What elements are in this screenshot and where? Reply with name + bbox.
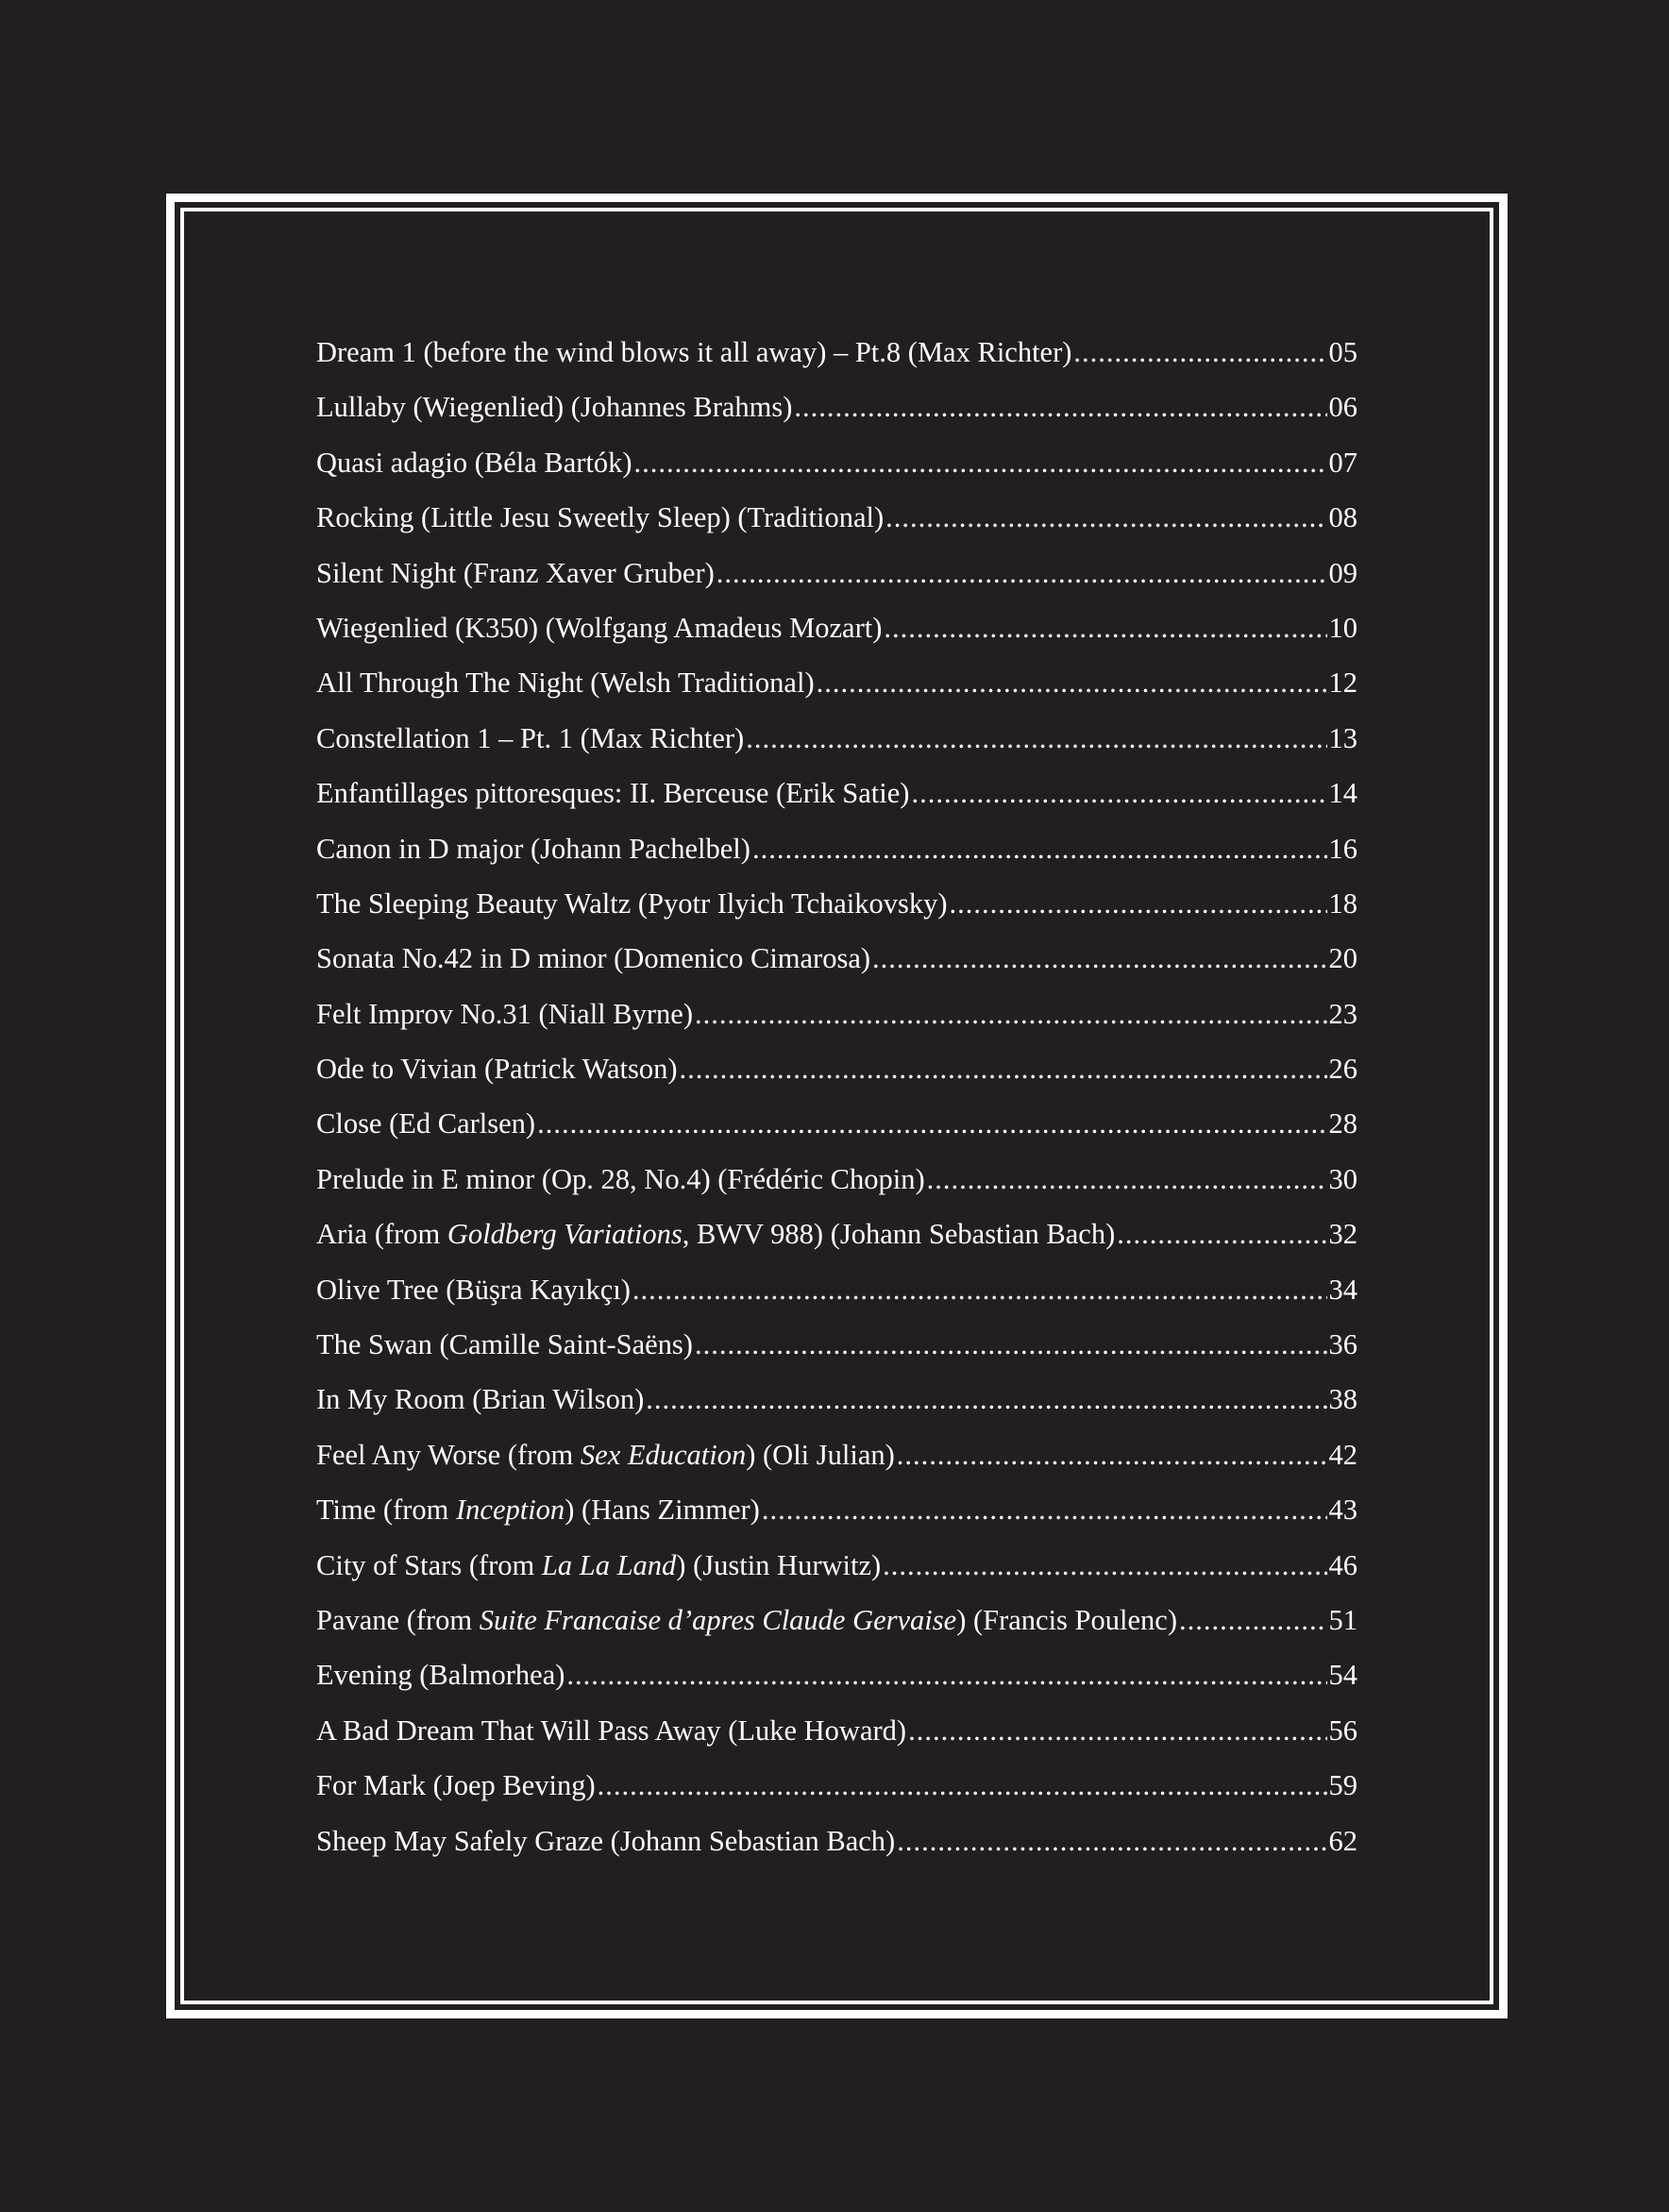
- dot-leader: [537, 1096, 1326, 1151]
- dot-leader: [897, 1427, 1327, 1482]
- entry-title: The Sleeping Beauty Waltz (Pyotr Ilyich Tchaikovsky): [316, 886, 948, 920]
- dot-leader: [897, 1814, 1326, 1868]
- entry-title: Lullaby (Wiegenlied) (Johannes Brahms): [316, 391, 793, 424]
- dot-leader: [716, 546, 1327, 600]
- toc-entry[interactable]: [316, 655, 1357, 710]
- entry-page-number: 38: [1328, 1383, 1357, 1416]
- dot-leader: [817, 655, 1327, 710]
- entry-page-number: 18: [1328, 886, 1357, 920]
- entry-title: The Swan (Camille Saint-Saëns): [316, 1328, 693, 1361]
- entry-title: Wiegenlied (K350) (Wolfgang Amadeus Mozart): [316, 611, 883, 644]
- toc-entry[interactable]: [316, 1538, 1357, 1593]
- toc-entry[interactable]: [316, 1593, 1357, 1647]
- table-of-contents: [316, 325, 1357, 1868]
- toc-entry[interactable]: [316, 1096, 1357, 1151]
- dot-leader: [950, 876, 1327, 931]
- toc-entry[interactable]: [316, 766, 1357, 820]
- toc-entry[interactable]: [316, 1703, 1357, 1758]
- entry-page-number: 13: [1328, 721, 1357, 754]
- entry-title-text: Time (from: [316, 1494, 456, 1527]
- entry-title: Canon in D major (Johann Pachelbel): [316, 832, 750, 865]
- entry-page-number: 12: [1328, 667, 1357, 700]
- entry-title: Sheep May Safely Graze (Johann Sebastian Bach): [316, 1824, 896, 1857]
- entry-page-number: 51: [1328, 1603, 1357, 1636]
- entry-title: Quasi adagio (Béla Bartók): [316, 446, 632, 479]
- toc-entry[interactable]: [316, 380, 1357, 434]
- dot-leader: [752, 821, 1327, 876]
- entry-title: [316, 1593, 1177, 1647]
- entry-title-italic: Suite Francaise d’apres Claude Gervaise: [479, 1603, 957, 1636]
- toc-entry[interactable]: [316, 1814, 1357, 1868]
- toc-entry[interactable]: [316, 1041, 1357, 1096]
- entry-title-italic: La La Land: [541, 1548, 677, 1581]
- entry-page-number: 07: [1328, 446, 1357, 479]
- toc-entry[interactable]: [316, 1758, 1357, 1813]
- entry-title-text: ) (Justin Hurwitz): [676, 1548, 882, 1581]
- dot-leader: [762, 1482, 1327, 1537]
- entry-title: Constellation 1 – Pt. 1 (Max Richter): [316, 721, 745, 754]
- entry-page-number: 26: [1328, 1053, 1357, 1086]
- entry-title-text: ) (Oli Julian): [746, 1438, 895, 1471]
- entry-title: [316, 1482, 760, 1537]
- entry-title-text: Pavane (from: [316, 1603, 480, 1636]
- entry-title-text: ) (Francis Poulenc): [956, 1603, 1177, 1636]
- dot-leader: [794, 380, 1326, 434]
- entry-title-text: City of Stars (from: [316, 1548, 542, 1581]
- dot-leader: [746, 711, 1326, 766]
- entry-title: In My Room (Brian Wilson): [316, 1383, 645, 1416]
- entry-page-number: 14: [1328, 777, 1357, 810]
- entry-title: Olive Tree (Büşra Kayıkçı): [316, 1273, 631, 1306]
- entry-page-number: 46: [1328, 1548, 1357, 1581]
- toc-entry[interactable]: [316, 600, 1357, 655]
- dot-leader: [1117, 1207, 1326, 1261]
- toc-entry[interactable]: [316, 1317, 1357, 1372]
- entry-page-number: 23: [1328, 997, 1357, 1030]
- entry-title-text: ) (Hans Zimmer): [565, 1494, 760, 1527]
- entry-page-number: 42: [1328, 1438, 1357, 1471]
- dot-leader: [646, 1372, 1326, 1427]
- dot-leader: [695, 987, 1327, 1041]
- toc-entry[interactable]: [316, 1372, 1357, 1427]
- entry-page-number: 34: [1328, 1273, 1357, 1306]
- entry-title-text: , BWV 988) (Johann Sebastian Bach): [682, 1218, 1116, 1251]
- entry-title: [316, 1427, 895, 1482]
- dot-leader: [634, 435, 1327, 490]
- toc-entry[interactable]: [316, 325, 1357, 380]
- entry-title: Rocking (Little Jesu Sweetly Sleep) (Traditional): [316, 501, 885, 534]
- entry-page-number: 56: [1328, 1714, 1357, 1747]
- toc-entry[interactable]: [316, 546, 1357, 600]
- entry-title: Sonata No.42 in D minor (Domenico Cimarosa): [316, 942, 871, 975]
- dot-leader: [884, 600, 1326, 655]
- entry-page-number: 62: [1328, 1824, 1357, 1857]
- entry-page-number: 43: [1328, 1494, 1357, 1527]
- entry-title-text: Feel Any Worse (from: [316, 1438, 581, 1471]
- entry-page-number: 06: [1328, 391, 1357, 424]
- dot-leader: [1179, 1593, 1327, 1647]
- entry-page-number: 05: [1328, 336, 1357, 368]
- toc-entry[interactable]: [316, 1152, 1357, 1207]
- entry-page-number: 36: [1328, 1328, 1357, 1361]
- entry-page-number: 09: [1328, 556, 1357, 589]
- entry-title: Evening (Balmorhea): [316, 1659, 565, 1692]
- entry-title: Close (Ed Carlsen): [316, 1107, 536, 1140]
- toc-entry[interactable]: [316, 490, 1357, 545]
- entry-title: A Bad Dream That Will Pass Away (Luke Howard): [316, 1714, 907, 1747]
- entry-title: Enfantillages pittoresques: II. Berceuse (Erik Satie): [316, 777, 910, 810]
- dot-leader: [883, 1538, 1326, 1593]
- entry-title: Prelude in E minor (Op. 28, No.4) (Frédéric Chopin): [316, 1162, 925, 1195]
- entry-title: [316, 1207, 1115, 1261]
- entry-title: All Through The Night (Welsh Traditional): [316, 667, 815, 700]
- toc-entry[interactable]: [316, 1482, 1357, 1537]
- toc-entry[interactable]: [316, 876, 1357, 931]
- entry-page-number: 20: [1328, 942, 1357, 975]
- toc-entry[interactable]: [316, 821, 1357, 876]
- toc-entry[interactable]: [316, 1427, 1357, 1482]
- entry-page-number: 30: [1328, 1162, 1357, 1195]
- toc-entry[interactable]: [316, 1647, 1357, 1702]
- entry-page-number: 32: [1328, 1218, 1357, 1251]
- entry-title: Dream 1 (before the wind blows it all away) – Pt.8 (Max Richter): [316, 336, 1072, 368]
- dot-leader: [872, 931, 1326, 986]
- dot-leader: [632, 1262, 1327, 1317]
- toc-entry[interactable]: [316, 435, 1357, 490]
- dot-leader: [927, 1152, 1327, 1207]
- entry-title: [316, 1538, 881, 1593]
- dot-leader: [885, 490, 1326, 545]
- entry-title-text: Aria (from: [316, 1218, 447, 1251]
- entry-title: Felt Improv No.31 (Niall Byrne): [316, 997, 693, 1030]
- toc-entry[interactable]: [316, 711, 1357, 766]
- entry-page-number: 28: [1328, 1107, 1357, 1140]
- entry-page-number: 54: [1328, 1659, 1357, 1692]
- dot-leader: [911, 766, 1326, 820]
- toc-entry[interactable]: [316, 1262, 1357, 1317]
- toc-entry[interactable]: [316, 931, 1357, 986]
- entry-page-number: 59: [1328, 1769, 1357, 1802]
- entry-title-italic: Goldberg Variations: [447, 1218, 683, 1251]
- dot-leader: [680, 1041, 1327, 1096]
- entry-title: Ode to Vivian (Patrick Watson): [316, 1053, 678, 1086]
- dot-leader: [598, 1758, 1327, 1813]
- dot-leader: [908, 1703, 1326, 1758]
- dot-leader: [566, 1647, 1326, 1702]
- entry-title: Silent Night (Franz Xaver Gruber): [316, 556, 715, 589]
- entry-page-number: 16: [1328, 832, 1357, 865]
- entry-title-italic: Sex Education: [580, 1438, 747, 1471]
- dot-leader: [695, 1317, 1327, 1372]
- entry-page-number: 08: [1328, 501, 1357, 534]
- dot-leader: [1073, 325, 1326, 380]
- entry-title: For Mark (Joep Beving): [316, 1769, 596, 1802]
- toc-entry[interactable]: [316, 1207, 1357, 1261]
- toc-entry[interactable]: [316, 987, 1357, 1041]
- entry-page-number: 10: [1328, 611, 1357, 644]
- entry-title-italic: Inception: [456, 1494, 565, 1527]
